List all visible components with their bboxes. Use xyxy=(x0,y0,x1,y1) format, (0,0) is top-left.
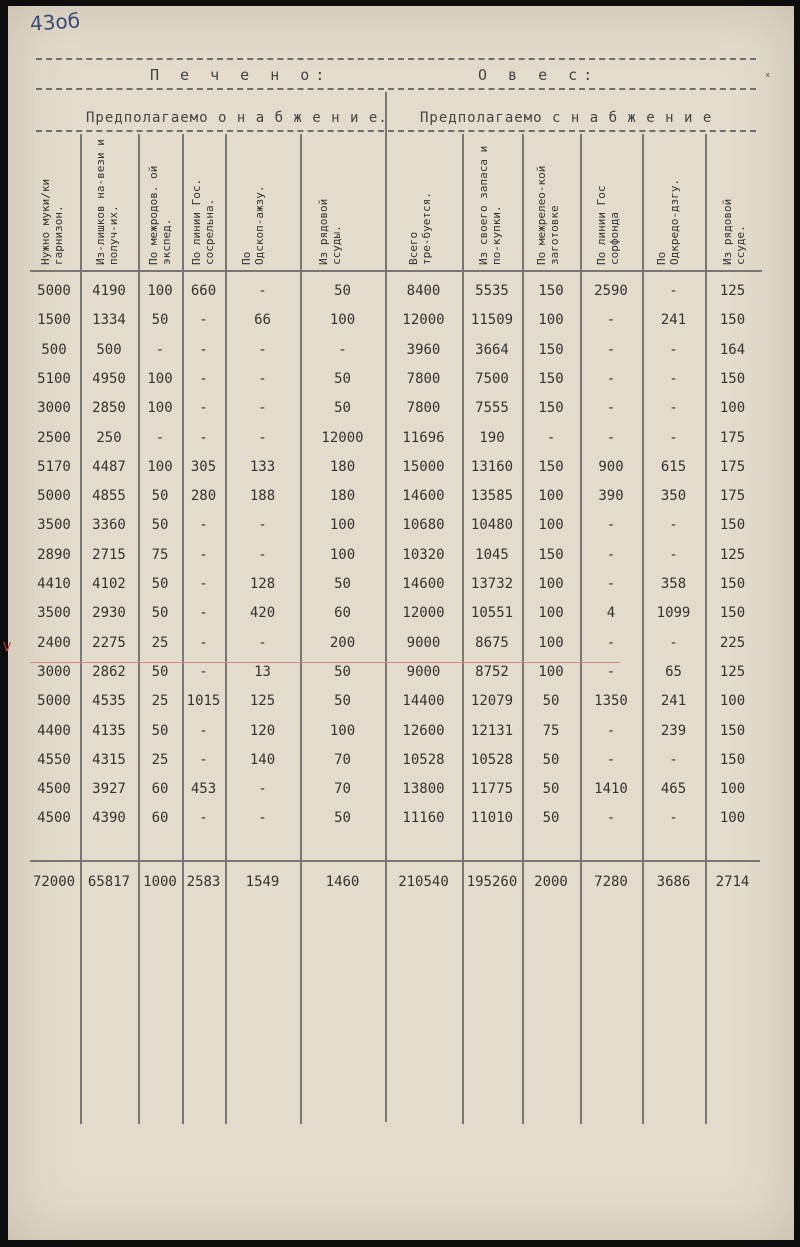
table-cell: 50 xyxy=(334,576,351,592)
table-cell: 150 xyxy=(719,370,746,387)
table-cell: 10680 xyxy=(402,517,445,534)
table-cell: - xyxy=(669,400,678,417)
table-cell: - xyxy=(606,576,616,592)
table-cell: 150 xyxy=(719,312,746,329)
table-cell: 7555 xyxy=(475,400,509,417)
table-cell: 125 xyxy=(719,663,746,680)
table-cell: 50 xyxy=(334,370,351,387)
table-cell: 150 xyxy=(538,370,564,387)
table-cell: - xyxy=(606,312,616,329)
totals-rule xyxy=(30,860,760,862)
table-cell: - xyxy=(258,370,267,387)
table-cell: 305 xyxy=(190,458,217,475)
red-pencil-line xyxy=(30,662,620,663)
table-cell: 7800 xyxy=(406,370,441,387)
table-cell: 10320 xyxy=(402,546,445,563)
table-cell: 4950 xyxy=(92,370,126,387)
table-cell: 2850 xyxy=(92,400,126,417)
table-cell: 50 xyxy=(542,693,560,710)
table-cell: - xyxy=(606,546,616,563)
table-cell: 13732 xyxy=(470,576,514,592)
table-cell: 4315 xyxy=(92,751,126,768)
table-cell: 5000 xyxy=(37,693,71,710)
table-cell: 9000 xyxy=(406,634,441,651)
table-cell: - xyxy=(606,722,616,739)
table-cell: 1045 xyxy=(475,546,509,563)
table-cell: 100 xyxy=(329,546,356,563)
table-cell: - xyxy=(669,517,678,534)
table-cell: 60 xyxy=(334,605,351,622)
table-cell: 390 xyxy=(598,488,624,505)
table-cell: 100 xyxy=(538,663,564,680)
table-cell: 70 xyxy=(334,781,351,798)
total-cell: 210540 xyxy=(398,874,449,890)
table-cell: 615 xyxy=(660,458,687,475)
table-cell: 100 xyxy=(538,517,564,534)
table-cell: 70 xyxy=(334,751,351,768)
table-cell: 2862 xyxy=(92,663,126,680)
table-cell: 75 xyxy=(151,546,169,563)
table-cell: 1500 xyxy=(37,312,71,329)
table-cell: 280 xyxy=(190,488,217,505)
table-cell: 1015 xyxy=(186,693,221,710)
table-cell: 12000 xyxy=(402,312,445,329)
table-cell: 8752 xyxy=(475,663,509,680)
subheading-right: Предполагаемо с н а б ж е н и е xyxy=(420,110,713,126)
table-cell: 190 xyxy=(479,429,505,446)
table-cell: 100 xyxy=(147,283,173,299)
table-cell: 4135 xyxy=(92,722,126,739)
total-cell: 65817 xyxy=(87,874,131,890)
table-cell: 12000 xyxy=(402,605,445,622)
table-cell: 100 xyxy=(538,312,564,329)
column-header: Из рядовой ссуде. xyxy=(721,198,747,265)
table-cell: 128 xyxy=(249,576,276,592)
table-cell: 7800 xyxy=(406,400,441,417)
table-cell: 4855 xyxy=(92,488,126,505)
table-cell: 100 xyxy=(538,634,564,651)
table-cell: 239 xyxy=(660,722,687,739)
table-cell: 4102 xyxy=(92,576,126,592)
table-cell: 4410 xyxy=(37,576,71,592)
table-cell: 50 xyxy=(151,722,169,739)
table-cell: - xyxy=(669,810,678,827)
table-cell: 2890 xyxy=(37,546,71,563)
header-dash-line-mid xyxy=(36,88,756,90)
table-cell: 3500 xyxy=(37,517,71,534)
table-cell: 13160 xyxy=(470,458,514,475)
table-cell: - xyxy=(258,400,267,417)
table-cell: 8675 xyxy=(475,634,509,651)
table-cell: - xyxy=(338,341,347,358)
table-cell: - xyxy=(258,781,267,798)
table-cell: 13 xyxy=(254,663,271,680)
table-cell: 10528 xyxy=(402,751,445,768)
table-cell: 12000 xyxy=(321,429,364,446)
table-cell: 133 xyxy=(249,458,276,475)
table-cell: 12079 xyxy=(470,693,514,710)
column-header: Нужно муки/ки гарнизон. xyxy=(39,178,65,265)
table-cell: - xyxy=(669,370,678,387)
table-cell: 50 xyxy=(334,810,351,827)
table-cell: - xyxy=(155,429,165,446)
table-cell: 3360 xyxy=(92,517,126,534)
table-cell: - xyxy=(199,722,208,739)
table-cell: - xyxy=(155,341,165,358)
table-cell: 50 xyxy=(334,400,351,417)
table-cell: 420 xyxy=(249,605,276,622)
table-cell: 66 xyxy=(254,312,271,329)
heading-bread: П е ч е н о: xyxy=(150,66,331,84)
table-cell: 50 xyxy=(151,663,169,680)
table-cell: 100 xyxy=(538,576,564,592)
table-cell: - xyxy=(669,341,678,358)
table-cell: 150 xyxy=(719,722,746,739)
table-cell: 2500 xyxy=(37,429,71,446)
table-cell: 100 xyxy=(147,400,173,417)
table-cell: 100 xyxy=(329,312,356,329)
table-cell: 150 xyxy=(719,605,746,622)
header-dash-line-top xyxy=(36,58,756,60)
table-cell: 241 xyxy=(660,693,687,710)
table-cell: - xyxy=(606,400,616,417)
table-cell: 175 xyxy=(719,429,746,446)
total-cell: 72000 xyxy=(32,874,76,890)
table-cell: - xyxy=(199,810,208,827)
table-cell: 75 xyxy=(542,722,560,739)
table-cell: 50 xyxy=(542,810,560,827)
table-cell: 4 xyxy=(606,605,616,622)
table-cell: 150 xyxy=(719,751,746,768)
table-cell: 12131 xyxy=(470,722,514,739)
table-cell: 465 xyxy=(660,781,687,798)
table-cell: 150 xyxy=(719,517,746,534)
table-cell: 50 xyxy=(334,693,351,710)
table-cell: 10528 xyxy=(470,751,514,768)
table-cell: - xyxy=(546,429,556,446)
table-cell: 100 xyxy=(719,810,746,827)
table-cell: 13585 xyxy=(470,488,514,505)
table-cell: 14600 xyxy=(402,576,445,592)
table-cell: 100 xyxy=(719,400,746,417)
table-cell: 2400 xyxy=(37,634,71,651)
column-header: Из рядовой ссуды. xyxy=(317,198,343,265)
table-cell: 140 xyxy=(249,751,276,768)
table-cell: 150 xyxy=(538,341,564,358)
column-header: Всего тре-буется. xyxy=(407,192,433,265)
table-cell: 50 xyxy=(542,781,560,798)
table-cell: 250 xyxy=(96,429,122,446)
table-cell: 175 xyxy=(719,488,746,505)
column-header: Из-лишков на-вези и получ-их. xyxy=(94,139,120,265)
table-cell: - xyxy=(669,546,678,563)
table-cell: - xyxy=(199,663,208,680)
table-cell: 3960 xyxy=(406,341,441,358)
table-cell: 50 xyxy=(334,283,351,299)
table-cell: - xyxy=(258,810,267,827)
table-cell: 60 xyxy=(151,810,169,827)
table-cell: 5000 xyxy=(37,283,71,299)
table-cell: 125 xyxy=(719,283,746,299)
heading-oats: О в е с: xyxy=(478,66,599,84)
table-cell: 15000 xyxy=(402,458,445,475)
table-cell: - xyxy=(606,370,616,387)
table-cell: - xyxy=(258,517,267,534)
table-cell: 14600 xyxy=(402,488,445,505)
table-cell: - xyxy=(258,429,267,446)
table-cell: - xyxy=(258,634,267,651)
table-cell: 164 xyxy=(719,341,746,358)
table-cell: - xyxy=(199,429,208,446)
table-cell: - xyxy=(606,429,616,446)
table-cell: 25 xyxy=(151,634,169,651)
table-cell: 225 xyxy=(719,634,746,651)
table-cell: 150 xyxy=(719,576,746,592)
table-cell: - xyxy=(669,429,678,446)
table-cell: 180 xyxy=(329,458,356,475)
table-cell: 2590 xyxy=(594,283,628,299)
column-header: По межрелео-кой заготовке xyxy=(535,165,561,265)
total-cell: 195260 xyxy=(466,874,518,890)
table-cell: 350 xyxy=(660,488,687,505)
table-cell: 1334 xyxy=(92,312,126,329)
table-cell: 1099 xyxy=(656,605,691,622)
table-cell: 11696 xyxy=(402,429,445,446)
table-cell: 125 xyxy=(249,693,276,710)
table-cell: 125 xyxy=(719,546,746,563)
table-cell: 5000 xyxy=(37,488,71,505)
table-cell: 50 xyxy=(151,488,169,505)
table-cell: 65 xyxy=(665,663,682,680)
table-cell: - xyxy=(669,751,678,768)
total-cell: 1000 xyxy=(143,874,177,890)
total-cell: 7280 xyxy=(594,874,628,890)
column-header: По Одскоп-ажзу. xyxy=(240,185,266,265)
table-cell: - xyxy=(669,634,678,651)
table-cell: - xyxy=(199,312,208,329)
table-cell: 100 xyxy=(147,370,173,387)
table-cell: 10480 xyxy=(470,517,514,534)
table-cell: 453 xyxy=(190,781,217,798)
table-cell: 100 xyxy=(719,781,746,798)
table-cell: - xyxy=(606,517,616,534)
table-cell: - xyxy=(199,400,208,417)
table-cell: 180 xyxy=(329,488,356,505)
table-cell: 4500 xyxy=(37,781,71,798)
table-cell: 1410 xyxy=(594,781,628,798)
table-cell: - xyxy=(199,634,208,651)
total-cell: 1549 xyxy=(245,874,280,890)
table-cell: 241 xyxy=(660,312,687,329)
table-cell: 50 xyxy=(151,517,169,534)
table-cell: 5100 xyxy=(37,370,71,387)
table-cell: - xyxy=(669,283,678,299)
table-cell: 2275 xyxy=(92,634,126,651)
table-cell: 150 xyxy=(538,283,564,299)
table-cell: 4535 xyxy=(92,693,126,710)
table-cell: 3000 xyxy=(37,400,71,417)
table-cell: 500 xyxy=(96,341,122,358)
total-cell: 2583 xyxy=(186,874,221,890)
column-header: По линии Гос сорфонда xyxy=(595,185,621,265)
corner-mark: ₓ xyxy=(764,66,772,80)
table-cell: 11775 xyxy=(470,781,514,798)
table-cell: - xyxy=(606,341,616,358)
table-cell: 5170 xyxy=(37,458,71,475)
table-cell: 150 xyxy=(538,400,564,417)
archive-number: 43об xyxy=(29,8,81,36)
total-cell: 3686 xyxy=(656,874,691,890)
table-cell: - xyxy=(258,341,267,358)
total-cell: 2000 xyxy=(534,874,568,890)
column-header: По линии Гос. сосрельна. xyxy=(190,178,216,265)
table-cell: 100 xyxy=(329,517,356,534)
table-cell: - xyxy=(606,751,616,768)
column-header: По межродов. ой экспед. xyxy=(147,165,173,265)
table-cell: 14400 xyxy=(402,693,445,710)
total-cell: 2714 xyxy=(715,874,750,890)
table-cell: 660 xyxy=(190,283,217,299)
table-cell: 120 xyxy=(249,722,276,739)
table-cell: - xyxy=(606,663,616,680)
table-cell: - xyxy=(606,810,616,827)
table-cell: 4190 xyxy=(92,283,126,299)
table-cell: 100 xyxy=(538,488,564,505)
table-cell: 3927 xyxy=(92,781,126,798)
header-dash-line-sub xyxy=(36,130,756,132)
table-cell: 188 xyxy=(249,488,276,505)
table-cell: - xyxy=(199,341,208,358)
table-cell: - xyxy=(199,576,208,592)
table-cell: 25 xyxy=(151,751,169,768)
table-cell: 50 xyxy=(151,605,169,622)
table-cell: 2930 xyxy=(92,605,126,622)
table-cell: 11010 xyxy=(470,810,514,827)
table-cell: 25 xyxy=(151,693,169,710)
table-cell: - xyxy=(258,283,267,299)
table-cell: 11509 xyxy=(470,312,514,329)
table-cell: 150 xyxy=(538,546,564,563)
total-cell: 1460 xyxy=(325,874,360,890)
column-header: Из своего запаса и по-купки. xyxy=(477,145,503,265)
table-cell: 100 xyxy=(538,605,564,622)
table-cell: 4550 xyxy=(37,751,71,768)
table-cell: - xyxy=(199,370,208,387)
column-header: По Одкредо-дзгу. xyxy=(655,178,681,265)
table-cell: 900 xyxy=(598,458,624,475)
table-cell: - xyxy=(258,546,267,563)
table-cell: 11160 xyxy=(402,810,445,827)
table-cell: 9000 xyxy=(406,663,441,680)
table-cell: 4487 xyxy=(92,458,126,475)
table-cell: 8400 xyxy=(406,283,441,299)
table-cell: 100 xyxy=(719,693,746,710)
table-cell: 100 xyxy=(147,458,173,475)
table-cell: 3000 xyxy=(37,663,71,680)
table-cell: 50 xyxy=(334,663,351,680)
table-cell: - xyxy=(199,605,208,622)
table-cell: 50 xyxy=(151,312,169,329)
table-cell: 60 xyxy=(151,781,169,798)
table-cell: - xyxy=(199,751,208,768)
table-cell: 7500 xyxy=(475,370,509,387)
header-rule xyxy=(30,270,762,272)
table-cell: 3500 xyxy=(37,605,71,622)
table-cell: - xyxy=(199,546,208,563)
table-cell: 358 xyxy=(660,576,687,592)
table-cell: 500 xyxy=(41,341,67,358)
table-cell: 10551 xyxy=(470,605,514,622)
table-cell: 100 xyxy=(329,722,356,739)
table-cell: 4390 xyxy=(92,810,126,827)
table-cell: 13800 xyxy=(402,781,445,798)
table-cell: - xyxy=(606,634,616,651)
table-cell: 1350 xyxy=(594,693,628,710)
table-cell: 4500 xyxy=(37,810,71,827)
table-cell: 3664 xyxy=(475,341,509,358)
table-cell: 4400 xyxy=(37,722,71,739)
table-cell: 12600 xyxy=(402,722,445,739)
table-cell: 50 xyxy=(151,576,169,592)
table-cell: 2715 xyxy=(92,546,126,563)
table-cell: 200 xyxy=(329,634,356,651)
margin-check-mark: V xyxy=(3,640,12,654)
subheading-left: Предполагаемо о н а б ж е н и е. xyxy=(86,110,388,126)
table-cell: 5535 xyxy=(475,283,509,299)
table-cell: 50 xyxy=(542,751,560,768)
table-cell: 150 xyxy=(538,458,564,475)
table-cell: 175 xyxy=(719,458,746,475)
table-cell: - xyxy=(199,517,208,534)
